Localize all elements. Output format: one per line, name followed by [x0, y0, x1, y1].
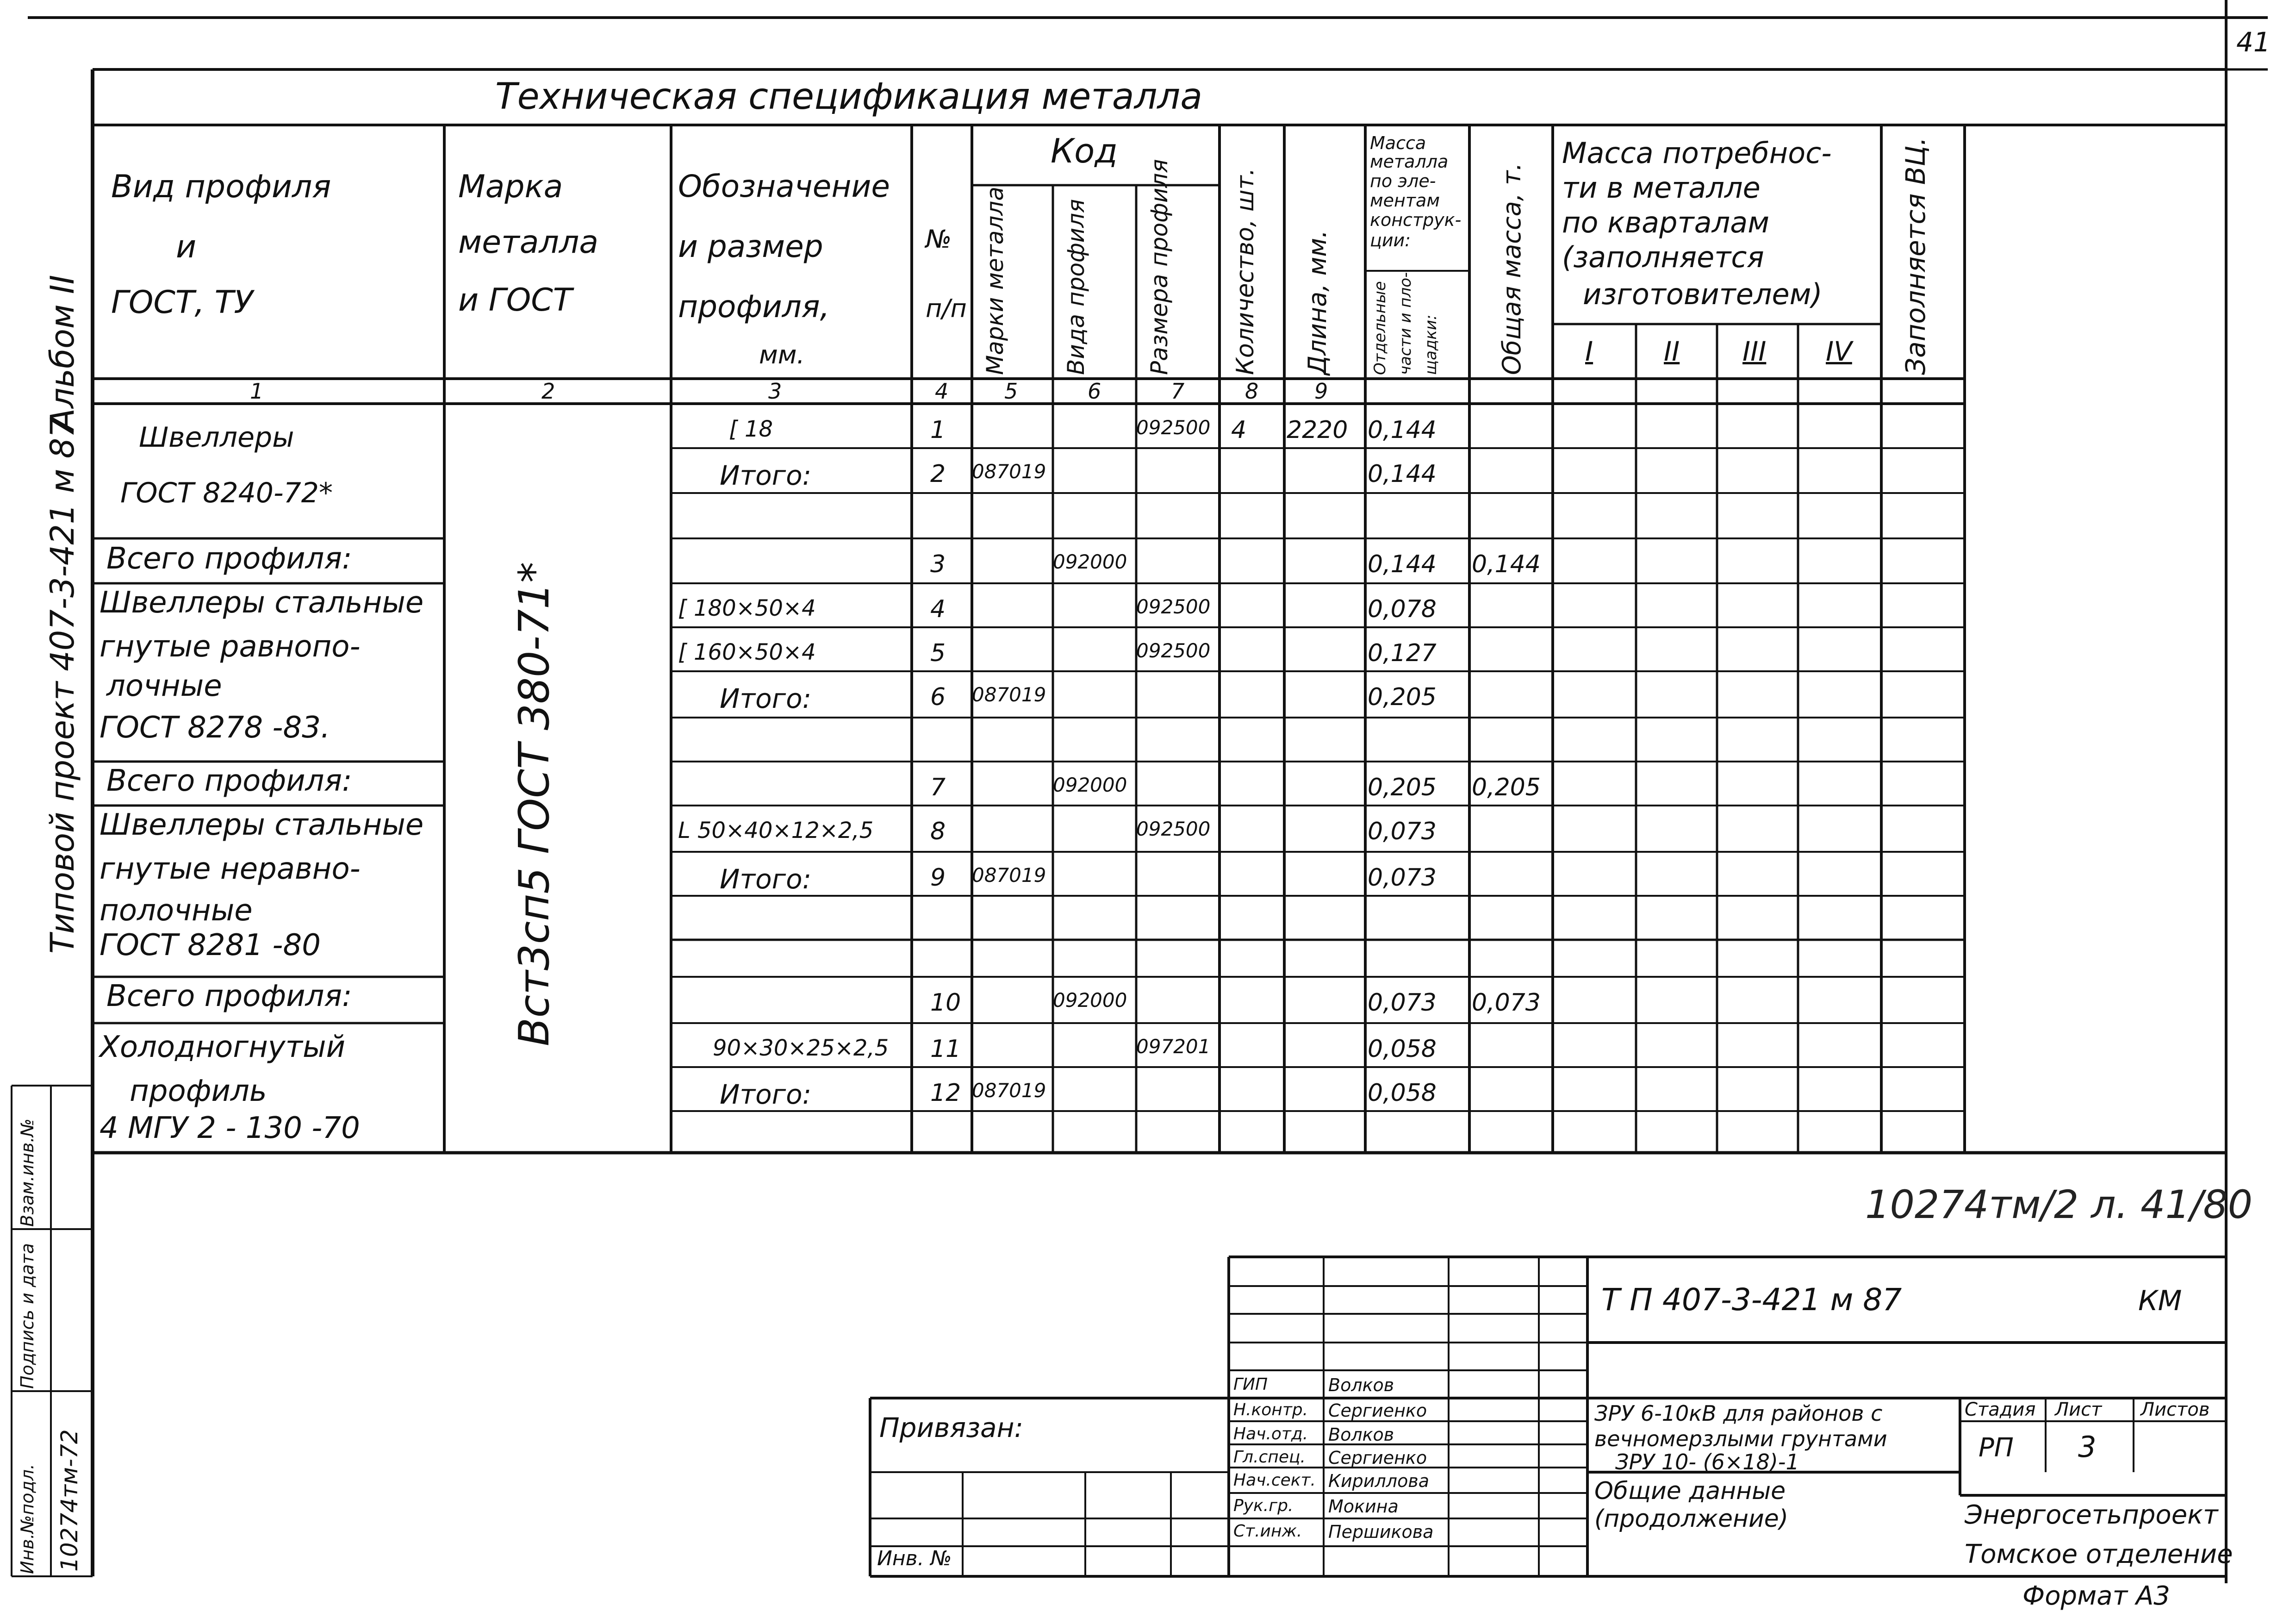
tb-name-6: Мокина — [1328, 1496, 1399, 1517]
row-9-total: 0,205 — [1472, 774, 1541, 801]
group-6-line-1: Всего профиля: — [106, 979, 352, 1013]
row-2-c5: 087019 — [972, 460, 1046, 483]
group-7-line-3: 4 МГУ 2 - 130 -70 — [100, 1111, 360, 1145]
row-9-c6: 092000 — [1053, 774, 1127, 796]
header-mass-elem-5: конструк- — [1370, 210, 1462, 230]
row-5-num: 4 — [930, 595, 946, 623]
row-1-num: 1 — [930, 416, 946, 444]
title-sheets-label: Листов — [2140, 1399, 2210, 1420]
header-mass-elem-3: по эле- — [1370, 171, 1436, 191]
title-sheet-number: 3 — [2078, 1430, 2097, 1464]
group-3-line-2: гнутые равнопо- — [100, 630, 361, 664]
tb-name-7: Першикова — [1328, 1522, 1434, 1542]
row-2-num: 2 — [930, 460, 946, 488]
header-demand-3: по кварталам — [1562, 206, 1770, 239]
group-1-line-2: ГОСТ 8240-72* — [120, 477, 333, 509]
column-number-9: 9 — [1314, 379, 1328, 404]
header-steel-1: Марка — [458, 169, 563, 205]
tb-role-6: Рук.гр. — [1233, 1496, 1294, 1515]
header-demand-5: изготовителем) — [1583, 277, 1823, 311]
sheet-title: Техническая спецификация металла — [495, 76, 1203, 118]
header-qty: Количество, шт. — [1232, 168, 1259, 375]
header-code: Код — [1051, 131, 1118, 170]
header-num-1: № — [926, 225, 952, 254]
column-number-3: 3 — [768, 379, 782, 404]
row-10-mass: 0,073 — [1368, 818, 1437, 845]
row-1-mass: 0,144 — [1368, 416, 1437, 444]
row-14-mass: 0,058 — [1368, 1035, 1437, 1063]
header-designation-4: мм. — [759, 340, 805, 369]
title-object-2: вечномерзлыми грунтами — [1594, 1426, 1887, 1451]
stamp-header-signature: Подпись и дата — [17, 1243, 37, 1389]
stamp-header-replace: Взам.инв.№ — [17, 1118, 37, 1227]
row-11-mass: 0,073 — [1368, 864, 1437, 892]
row-6-mass: 0,127 — [1368, 639, 1437, 667]
header-steel-2: металла — [458, 224, 599, 261]
tb-name-3: Волков — [1328, 1424, 1394, 1445]
row-14-designation: 90×30×25×2,5 — [713, 1035, 889, 1061]
group-5-line-1: Швеллеры стальные — [100, 808, 424, 842]
header-profile-1: Вид профиля — [111, 169, 331, 205]
group-5-line-3: полочные — [100, 893, 253, 928]
row-4-mass: 0,144 — [1368, 550, 1437, 578]
row-9-mass: 0,205 — [1368, 774, 1437, 801]
row-7-designation: Итого: — [720, 683, 812, 714]
tb-role-3: Нач.отд. — [1233, 1424, 1308, 1443]
column-number-8: 8 — [1245, 379, 1259, 404]
header-profile-3: ГОСТ, ТУ — [111, 284, 253, 321]
row-1-designation: [ 18 — [729, 416, 773, 442]
header-code-steel: Марки металла — [982, 187, 1008, 375]
row-7-c5: 087019 — [972, 683, 1046, 706]
group-5-line-4: ГОСТ 8281 -80 — [100, 928, 321, 962]
title-sheet-name-1: Общие данные — [1594, 1477, 1786, 1505]
row-5-designation: [ 180×50×4 — [678, 595, 816, 621]
title-mark: КМ — [2138, 1285, 2182, 1317]
header-mass-elem-1: Масса — [1370, 133, 1426, 153]
header-quarter-3: III — [1742, 336, 1767, 367]
row-13-total: 0,073 — [1472, 989, 1541, 1017]
title-object-3: ЗРУ 10- (6×18)-1 — [1615, 1449, 1799, 1474]
row-15-num: 12 — [930, 1079, 961, 1107]
row-7-mass: 0,205 — [1368, 683, 1437, 711]
group-4-line-1: Всего профиля: — [106, 764, 352, 798]
row-14-num: 11 — [930, 1035, 961, 1063]
header-code-profile-size: Размера профиля — [1146, 159, 1173, 375]
group-3-line-1: Швеллеры стальные — [100, 586, 424, 620]
row-1-len: 2220 — [1287, 416, 1348, 444]
header-demand-1: Масса потребнос- — [1562, 136, 1832, 170]
row-15-designation: Итого: — [720, 1079, 812, 1110]
row-10-designation: L 50×40×12×2,5 — [678, 818, 874, 843]
header-code-profile-type: Вида профиля — [1063, 199, 1089, 375]
row-4-c6: 092000 — [1053, 550, 1127, 573]
steel-grade: Вст3сп5 ГОСТ 380-71* — [510, 562, 559, 1046]
header-steel-3: и ГОСТ — [458, 282, 572, 319]
header-num-2: п/п — [926, 294, 967, 323]
tb-name-1: Волков — [1328, 1375, 1394, 1395]
format-label: Формат А3 — [2022, 1581, 2170, 1611]
row-4-total: 0,144 — [1472, 550, 1541, 578]
tb-role-5: Нач.сект. — [1233, 1471, 1316, 1490]
group-2-line-1: Всего профиля: — [106, 542, 352, 576]
header-total-mass: Общая масса, т. — [1497, 162, 1526, 375]
column-number-6: 6 — [1088, 379, 1101, 404]
row-5-mass: 0,078 — [1368, 595, 1437, 623]
row-9-num: 7 — [930, 774, 946, 801]
title-org-2: Томское отделение — [1965, 1539, 2233, 1569]
row-10-num: 8 — [930, 818, 946, 845]
row-5-c7: 092500 — [1136, 595, 1211, 618]
row-13-mass: 0,073 — [1368, 989, 1437, 1017]
title-sheet-name-2: (продолжение) — [1594, 1505, 1789, 1533]
row-6-num: 5 — [930, 639, 946, 667]
row-1-qty: 4 — [1231, 416, 1247, 444]
header-mass-sub-2: части и пло- — [1396, 272, 1415, 375]
tb-name-2: Сергиенко — [1328, 1400, 1427, 1421]
tb-name-4: Сергиенко — [1328, 1448, 1427, 1468]
column-number-2: 2 — [541, 379, 555, 404]
group-5-line-2: гнутые неравно- — [100, 852, 361, 886]
row-13-c6: 092000 — [1053, 989, 1127, 1012]
row-7-num: 6 — [930, 683, 946, 711]
group-7-line-2: профиль — [130, 1074, 267, 1108]
row-14-c7: 097201 — [1136, 1035, 1211, 1058]
header-quarter-2: II — [1664, 336, 1680, 367]
row-15-mass: 0,058 — [1368, 1079, 1437, 1107]
column-number-4: 4 — [935, 379, 949, 404]
handwritten-note: 10274тм/2 л. 41/80 — [1865, 1182, 2253, 1227]
row-11-designation: Итого: — [720, 863, 812, 895]
title-stage: РП — [1979, 1433, 2014, 1463]
title-inv-no: Инв. № — [877, 1547, 952, 1570]
row-11-c5: 087019 — [972, 864, 1046, 887]
title-object-1: ЗРУ 6-10кВ для районов с — [1594, 1401, 1883, 1426]
title-sheet-label: Лист — [2055, 1399, 2102, 1420]
tb-role-1: ГИП — [1233, 1375, 1268, 1394]
title-privyazan: Привязан: — [879, 1412, 1024, 1443]
header-vc: Заполняется ВЦ. — [1900, 137, 1931, 375]
column-number-5: 5 — [1004, 379, 1018, 404]
header-mass-elem-4: ментам — [1370, 190, 1440, 211]
tb-role-2: Н.контр. — [1233, 1400, 1308, 1419]
column-number-1: 1 — [250, 379, 264, 404]
row-4-num: 3 — [930, 550, 946, 578]
header-mass-sub-3: щадки: — [1422, 314, 1440, 375]
header-profile-2: и — [176, 229, 197, 265]
tb-name-5: Кириллова — [1328, 1471, 1429, 1491]
header-designation-1: Обозначение — [678, 169, 890, 204]
header-quarter-1: I — [1585, 336, 1593, 367]
row-2-designation: Итого: — [720, 460, 812, 491]
group-3-line-3: лочные — [106, 669, 222, 703]
row-1-c7: 092500 — [1136, 416, 1211, 439]
title-org-1: Энергосетьпроект — [1965, 1500, 2218, 1530]
tb-role-4: Гл.спец. — [1233, 1448, 1306, 1467]
header-demand-4: (заполняется — [1562, 240, 1764, 274]
header-designation-2: и размер — [678, 229, 823, 264]
header-mass-elem-6: ции: — [1370, 230, 1411, 250]
row-6-c7: 092500 — [1136, 639, 1211, 662]
header-length: Длина, мм. — [1303, 230, 1332, 375]
row-11-num: 9 — [930, 864, 946, 892]
header-designation-3: профиля, — [678, 289, 830, 325]
header-demand-2: ти в металле — [1562, 171, 1761, 205]
row-10-c7: 092500 — [1136, 818, 1211, 840]
header-mass-elem-2: металла — [1370, 151, 1449, 172]
title-project-code: Т П 407-3-421 м 87 — [1601, 1282, 1902, 1318]
stamp-inv-value: 10274тм-72 — [56, 1429, 83, 1572]
header-mass-sub-1: Отдельные — [1371, 281, 1389, 375]
row-15-c5: 087019 — [972, 1079, 1046, 1102]
stamp-header-inv: Инв.№подл. — [17, 1463, 37, 1574]
group-3-line-4: ГОСТ 8278 -83. — [100, 711, 330, 745]
album-label: Альбом II — [44, 275, 81, 431]
group-7-line-1: Холодногнутый — [100, 1030, 346, 1064]
group-1-line-1: Швеллеры — [139, 421, 294, 454]
row-13-num: 10 — [930, 989, 961, 1017]
project-label: Типовой проект 407-3-421 м 87 — [44, 417, 81, 954]
title-stage-label: Стадия — [1965, 1399, 2036, 1420]
row-6-designation: [ 160×50×4 — [678, 639, 816, 665]
tb-role-7: Ст.инж. — [1233, 1522, 1302, 1541]
column-number-7: 7 — [1171, 379, 1185, 404]
row-2-mass: 0,144 — [1368, 460, 1437, 488]
header-quarter-4: IV — [1826, 336, 1852, 367]
sheet-corner-number: 41 — [2236, 26, 2271, 58]
